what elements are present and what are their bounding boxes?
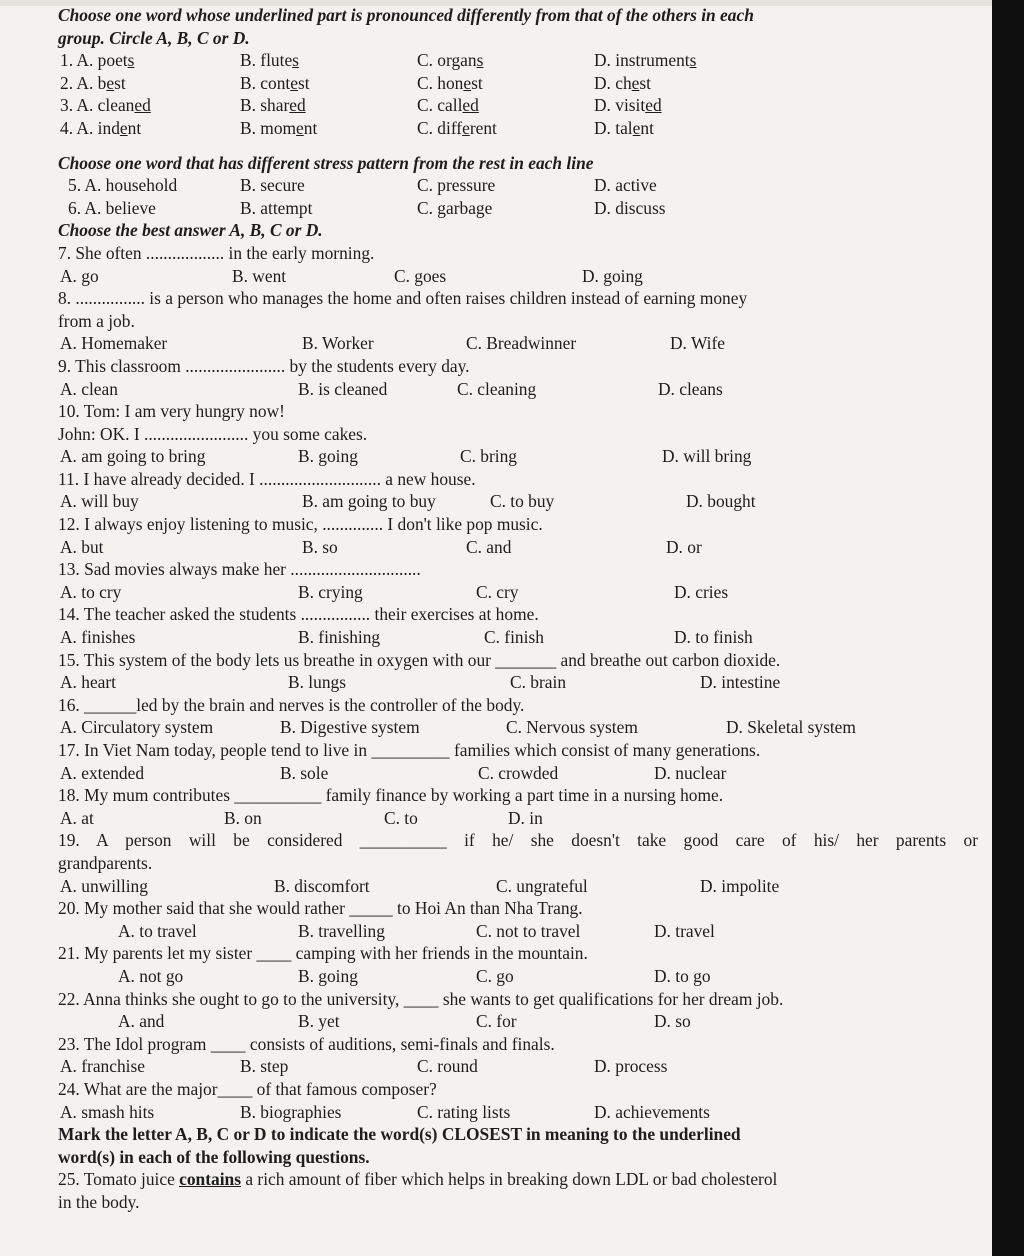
option: A. clean [60, 378, 118, 399]
option: C. crowded [478, 762, 559, 783]
option: D. instruments [594, 50, 697, 71]
option: 6. A. believe [68, 197, 156, 218]
option: D. talent [594, 117, 654, 138]
question-stem: 24. What are the major____ of that famous composer? [58, 1078, 437, 1099]
option: C. goes [394, 265, 447, 286]
question-stem: 23. The Idol program ____ consists of auditions, semi-finals and finals. [58, 1033, 555, 1054]
option: A. but [60, 536, 104, 557]
question-stem-cont: grandparents. [58, 852, 153, 873]
option: D. nuclear [654, 762, 727, 783]
option: D. cleans [658, 378, 723, 399]
question-row-1 [58, 49, 978, 72]
option: B. is cleaned [298, 378, 388, 399]
question-stem: 17. In Viet Nam today, people tend to live in _________ families which consist of many generations. [58, 740, 761, 760]
option: D. in [508, 807, 543, 828]
option: C. pressure [417, 175, 496, 196]
option: B. going [298, 446, 358, 467]
option: B. went [232, 265, 287, 286]
option: C. bring [460, 446, 518, 467]
option: B. lungs [288, 672, 346, 693]
option: D. achievements [594, 1101, 710, 1122]
option: D. active [594, 175, 657, 196]
option: D. impolite [700, 875, 780, 896]
option: A. Homemaker [60, 333, 168, 354]
option: C. Breadwinner [466, 333, 577, 354]
option: 5. A. household [68, 175, 178, 196]
options-row [58, 626, 978, 649]
option: D. cries [674, 581, 729, 602]
question-stem: 12. I always enjoy listening to music, .............. I don't like pop music. [58, 514, 543, 535]
option: D. travel [654, 920, 715, 941]
question-stem: 16. ______led by the brain and nerves is the controller of the body. [58, 694, 525, 715]
option: C. round [417, 1056, 478, 1077]
section4-heading: Mark the letter A, B, C or D to indicate the word(s) CLOSEST in meaning to the underlined [58, 1124, 741, 1145]
option: A. am going to bring [60, 446, 206, 467]
option: B. Digestive system [280, 717, 420, 738]
option: D. chest [594, 72, 652, 93]
option: A. unwilling [60, 875, 148, 896]
question-row-6 [58, 197, 978, 220]
section4-heading-cont: word(s) in each of the following questions. [58, 1146, 370, 1167]
option: A. go [60, 265, 99, 286]
question-stem: 11. I have already decided. I ............................ a new house. [58, 468, 476, 489]
question-stem: 13. Sad movies always make her .............................. [58, 559, 421, 580]
option: C. not to travel [476, 920, 581, 941]
right-dark-band [992, 0, 1024, 1256]
option: D. going [582, 265, 643, 286]
option: B. moment [240, 117, 318, 138]
section1-heading-cont: group. Circle A, B, C or D. [58, 27, 250, 48]
options-row [58, 581, 978, 604]
option: B. flutes [240, 50, 299, 71]
question-row-4 [58, 117, 978, 140]
options-row [58, 671, 978, 694]
option: B. attempt [240, 197, 313, 218]
option: B. finishing [298, 627, 381, 648]
option: D. to finish [674, 627, 753, 648]
options-row [58, 265, 978, 288]
option: A. to cry [60, 581, 122, 602]
option: A. heart [60, 672, 117, 693]
option: C. Nervous system [506, 717, 638, 738]
option: C. for [476, 1011, 517, 1032]
option: C. organs [417, 50, 484, 71]
option: D. to go [654, 965, 711, 986]
question-stem: 18. My mum contributes __________ family finance by working a part time in a nursing home. [58, 785, 724, 806]
option: A. smash hits [60, 1101, 155, 1122]
options-row [58, 378, 978, 401]
option: B. secure [240, 175, 305, 196]
question-stem: 8. ................ is a person who manages the home and often raises children instead of earning money [58, 288, 748, 309]
options-row [58, 1055, 978, 1078]
options-row [58, 920, 978, 943]
option: D. will bring [662, 446, 752, 467]
section1-heading: Choose one word whose underlined part is pronounced differently from that of the others in each [58, 5, 754, 25]
option: B. sole [280, 762, 329, 783]
options-row [58, 716, 978, 739]
question-stem: 15. This system of the body lets us breathe in oxygen with our _______ and breathe out carbon dioxide. [58, 649, 781, 670]
section2-heading: Choose one word that has different stress pattern from the rest in each line [58, 152, 594, 173]
question-stem: 19. A person will be considered __________ if he/ she doesn't take good care of his/ her parents or [58, 830, 978, 851]
question-stem: 21. My parents let my sister ____ camping with her friends in the mountain. [58, 943, 588, 964]
option: B. crying [298, 581, 363, 602]
option: C. cleaning [457, 378, 537, 399]
option: B. discomfort [274, 875, 370, 896]
option: D. process [594, 1056, 668, 1077]
question-stem: 7. She often .................. in the early morning. [58, 242, 375, 263]
option: D. or [666, 536, 702, 557]
question-stem-cont: from a job. [58, 310, 135, 331]
option: A. Circulatory system [60, 717, 214, 738]
option: 3. A. cleaned [60, 95, 151, 116]
option: C. different [417, 117, 497, 138]
option: B. shared [240, 95, 306, 116]
options-row [58, 1010, 978, 1033]
option: D. visited [594, 95, 662, 116]
option: C. and [466, 536, 512, 557]
worksheet [58, 4, 978, 1213]
option: B. so [302, 536, 338, 557]
option: C. go [476, 965, 514, 986]
underlined-word: contains [179, 1169, 241, 1190]
option: B. travelling [298, 920, 385, 941]
question-stem: 20. My mother said that she would rather _____ to Hoi An than Nha Trang. [58, 898, 583, 919]
question-stem: 14. The teacher asked the students ................ their exercises at home. [58, 604, 539, 625]
option: D. Skeletal system [726, 717, 856, 738]
option: B. yet [298, 1011, 340, 1032]
option: 2. A. best [60, 72, 126, 93]
options-row [58, 332, 978, 355]
option: 4. A. indent [60, 117, 142, 138]
option: B. going [298, 965, 358, 986]
options-row [58, 490, 978, 513]
option: C. rating lists [417, 1101, 511, 1122]
question-stem: 9. This classroom ....................... by the students every day. [58, 355, 470, 376]
question-row-5 [58, 174, 978, 197]
option: D. Wife [670, 333, 725, 354]
options-row [58, 536, 978, 559]
question-stem: 22. Anna thinks she ought to go to the university, ____ she wants to get qualifications for her dream job. [58, 988, 784, 1009]
option: D. so [654, 1011, 691, 1032]
option: B. contest [240, 72, 310, 93]
option: C. honest [417, 72, 483, 93]
option: A. at [60, 807, 94, 828]
option: B. biographies [240, 1101, 342, 1122]
option: A. extended [60, 762, 145, 783]
option: B. step [240, 1056, 289, 1077]
option: A. franchise [60, 1056, 145, 1077]
question-stem-cont: John: OK. I ........................ you some cakes. [58, 423, 368, 444]
option: C. finish [484, 627, 544, 648]
options-row [58, 875, 978, 898]
question-stem-cont: in the body. [58, 1191, 140, 1212]
option: A. finishes [60, 627, 136, 648]
option: A. not go [118, 965, 184, 986]
question-stem: 10. Tom: I am very hungry now! [58, 401, 285, 422]
question-row-2 [58, 72, 978, 95]
option: D. bought [686, 491, 756, 512]
question-stem: 25. Tomato juice contains a rich amount of fiber which helps in breaking down LDL or bad cholesterol [58, 1169, 778, 1190]
options-row [58, 762, 978, 785]
option: C. to [384, 807, 418, 828]
option: B. am going to buy [302, 491, 436, 512]
question-row-3 [58, 94, 978, 117]
option: C. cry [476, 581, 519, 602]
section3-heading: Choose the best answer A, B, C or D. [58, 220, 323, 241]
option: C. brain [510, 672, 567, 693]
option: 1. A. poets [60, 50, 135, 71]
option: A. and [118, 1011, 165, 1032]
option: C. ungrateful [496, 875, 588, 896]
options-row [58, 445, 978, 468]
option: A. will buy [60, 491, 139, 512]
option: D. discuss [594, 197, 666, 218]
option: C. to buy [490, 491, 555, 512]
option: B. Worker [302, 333, 374, 354]
option: B. on [224, 807, 262, 828]
option: C. called [417, 95, 479, 116]
option: D. intestine [700, 672, 781, 693]
option: A. to travel [118, 920, 197, 941]
options-row [58, 807, 978, 830]
options-row [58, 1101, 978, 1124]
options-row [58, 965, 978, 988]
option: C. garbage [417, 197, 493, 218]
